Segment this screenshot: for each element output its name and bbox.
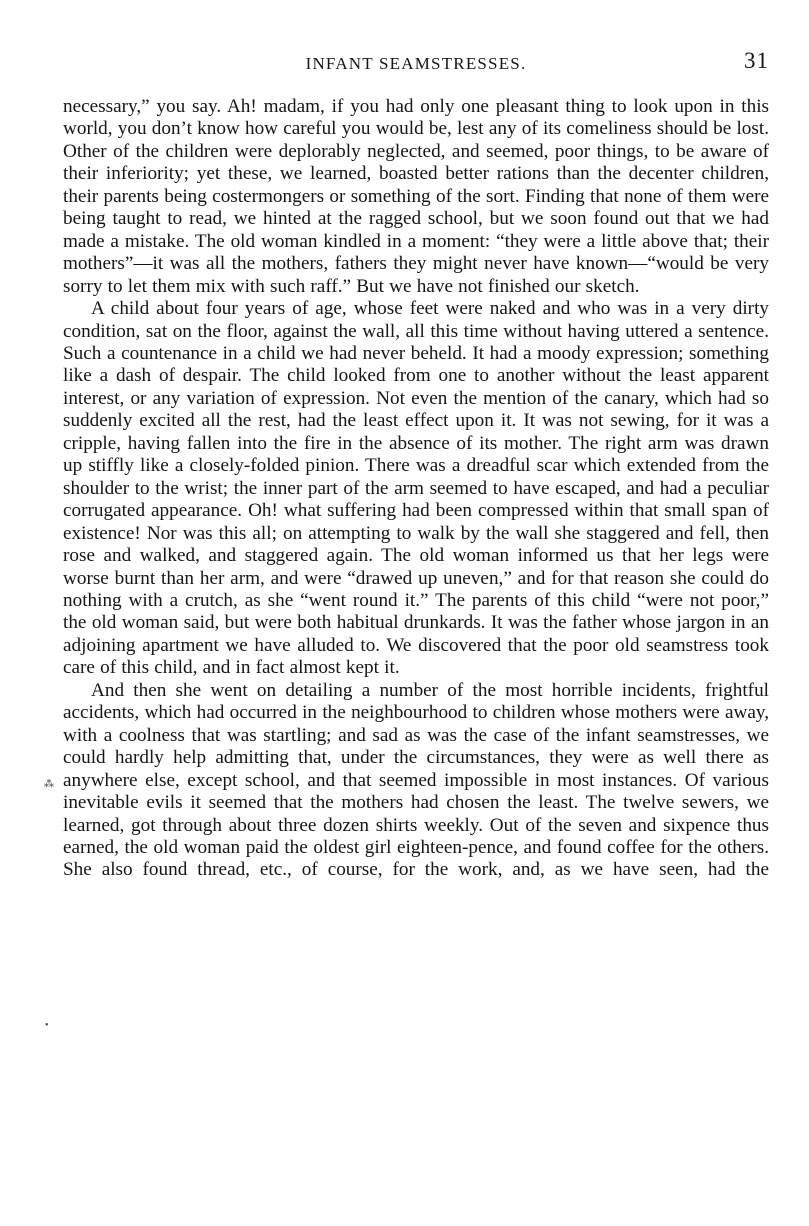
page-header [63, 48, 769, 78]
paragraph-neighbourhood-accidents: And then she went on detailing a number of the most horrible incidents, frightful accidents, which had occurred in the neighbourhood to children whose mothers were away, with a coolness that was startling; and sad as was the case of the infant seamstresses, we could hardly help admitting that, under the circumstances, they were as well there as anywhere else, except school, and that seemed impossible in most instances. Of various inevitable evils it seemed that the mothers had chosen the least. The twelve sewers, we learned, got through about three dozen shirts weekly. Out of the seven and sixpence thus earned, the old woman paid the oldest girl eighteen-pence, and found coffee for the others. She also found thread, etc., of course, for the work, and, as we have seen, had the [63, 679, 769, 881]
paragraph-crippled-child: A child about four years of age, whose feet were naked and who was in a very dirty condition, sat on the floor, against the wall, all this time without having uttered a sentence. Such a countenance in a child we had never beheld. It had a moody expression; something like a dash of despair. The child looked from one to another without the least apparent interest, or any variation of expression. Not even the mention of the canary, which had so suddenly excited all the rest, had the least effect upon it. It was not sewing, for it was a cripple, having fallen into the fire in the absence of its mother. The right arm was drawn up stiffly like a closely-folded pinion. There was a dreadful scar which extended from the shoulder to the wrist; the inner part of the arm seemed to have escaped, and had a peculiar corrugated appearance. Oh! what suffering had been compressed within that small span of existence! Nor was this all; on attempting to walk by the wall she staggered and fell, then rose and walked, and staggered again. The old woman informed us that her legs were worse burnt than her arm, and were “drawed up uneven,” and for that reason she could do nothing with a crutch, as she “went round it.” The parents of this child “were not poor,” the old woman said, but were both habitual drunkards. It was the father whose jargon in an adjoining apartment we have alluded to. We discovered that the poor old seamstress took care of this child, and in fact almost kept it. [63, 298, 769, 679]
page-body [63, 96, 769, 882]
page-number: 31 [744, 48, 769, 73]
paragraph-continuation: necessary,” you say. Ah! madam, if you had only one pleasant thing to look upon in this world, you don’t know how careful you would be, lest any of its comeliness should be lost. Other of the children were deplorably neglected, and seemed, poor things, to be aware of their inferiority; yet these, we learned, boasted better rations than the decenter children, their parents being costermongers or something of the sort. Finding that none of them were being taught to read, we hinted at the ragged school, but we soon found out that we had made a mistake. The old woman kindled in a moment: “they were a little above that; their mothers”—it was all the mothers, fathers they might never have known—“would be very sorry to let them mix with such raff.” But we have not finished our sketch. [63, 96, 769, 297]
running-title: INFANT SEAMSTRESSES. [305, 54, 527, 73]
margin-dot-mark: • [45, 1020, 49, 1031]
margin-speck-mark: ⁂ [44, 779, 54, 790]
